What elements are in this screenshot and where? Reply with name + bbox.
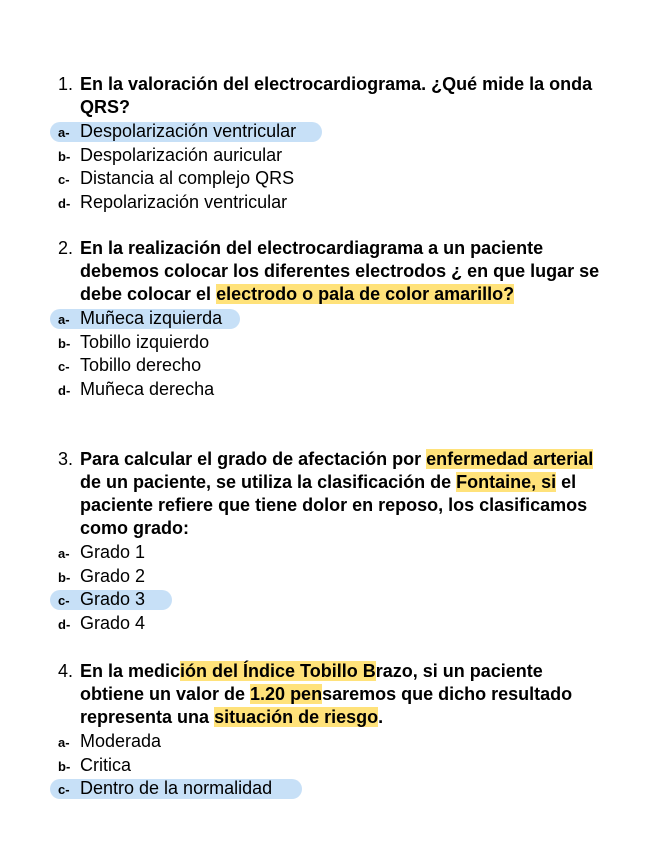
- option-letter: c-: [58, 782, 70, 797]
- option-list: [58, 541, 618, 635]
- question-text-part: .: [378, 707, 384, 727]
- option-a[interactable]: [58, 120, 618, 144]
- question-text: [80, 73, 605, 119]
- option-list: [58, 307, 618, 401]
- highlighted-text: situación de riesgo: [214, 707, 379, 727]
- option-c[interactable]: [58, 167, 618, 191]
- question-4: [58, 660, 618, 801]
- option-letter: b-: [58, 758, 71, 774]
- option-text: Grado 1: [80, 542, 146, 562]
- question-text-part: saremos que dicho resultado representa una: [80, 684, 573, 727]
- option-letter: c-: [58, 593, 70, 608]
- option-a[interactable]: [58, 307, 618, 331]
- option-c[interactable]: [58, 777, 618, 801]
- option-text: Grado 2: [80, 565, 146, 586]
- option-d[interactable]: [58, 191, 618, 215]
- question-header: [58, 660, 618, 729]
- question-text: [80, 237, 605, 306]
- highlighted-text: 1.20 pen: [250, 684, 323, 704]
- question-number: 4.: [58, 661, 74, 681]
- option-b[interactable]: [58, 754, 618, 778]
- option-d[interactable]: [58, 612, 618, 636]
- question-number: 2.: [58, 238, 74, 258]
- option-letter: c-: [58, 359, 70, 374]
- option-text: Distancia al complejo QRS: [80, 168, 295, 188]
- option-text: Muñeca izquierda: [80, 308, 223, 328]
- option-a[interactable]: [58, 541, 618, 565]
- highlighted-text: enfermedad arterial: [426, 449, 594, 469]
- question-text-part: Para calcular el grado de afectación por: [80, 449, 427, 469]
- question-text-part: razo, si un paciente obtiene un valor de: [80, 661, 543, 704]
- option-letter: a-: [58, 312, 70, 327]
- highlighted-text: ión del Índice Tobillo B: [180, 661, 376, 681]
- option-text: Critica: [80, 754, 132, 775]
- question-text-part: En la valoración del electrocardiograma. ¿Qué mide la onda QRS?: [80, 74, 593, 117]
- option-letter: b-: [58, 148, 71, 164]
- option-text: Despolarización ventricular: [80, 121, 297, 141]
- question-text-part: En la realización del electrocardiagrama a un paciente debemos colocar los diferentes electrodos ¿ en que lugar se debe colocar el: [80, 238, 600, 304]
- option-text: Grado 3: [80, 589, 146, 609]
- question-header: [58, 73, 618, 119]
- option-letter: b-: [58, 569, 71, 585]
- option-text: Grado 4: [80, 612, 146, 633]
- option-a[interactable]: [58, 730, 618, 754]
- question-header: [58, 448, 618, 540]
- option-b[interactable]: [58, 331, 618, 355]
- option-b[interactable]: [58, 144, 618, 168]
- option-text: Tobillo izquierdo: [80, 331, 210, 352]
- option-text: Dentro de la normalidad: [80, 778, 273, 798]
- question-text: [80, 448, 605, 540]
- option-letter: a-: [58, 546, 70, 561]
- question-2: [58, 237, 618, 401]
- question-header: [58, 237, 618, 306]
- option-c[interactable]: [58, 354, 618, 378]
- option-c[interactable]: [58, 588, 618, 612]
- option-letter: a-: [58, 125, 70, 140]
- option-text: Despolarización auricular: [80, 144, 283, 165]
- option-letter: c-: [58, 172, 70, 187]
- option-text: Repolarización ventricular: [80, 191, 288, 212]
- highlighted-text: electrodo o pala de color amarillo?: [216, 284, 515, 304]
- option-list: [58, 730, 618, 801]
- question-text-part: el paciente refiere que tiene dolor en reposo, los clasificamos como grado:: [80, 472, 588, 538]
- option-text: Tobillo derecho: [80, 355, 202, 375]
- highlighted-text: Fontaine, si: [456, 472, 557, 492]
- option-letter: d-: [58, 195, 71, 211]
- question-3: [58, 448, 618, 635]
- question-number: 1.: [58, 74, 74, 94]
- question-text-part: de un paciente, se utiliza la clasificación de: [80, 472, 457, 492]
- option-letter: a-: [58, 735, 70, 750]
- option-letter: b-: [58, 335, 71, 351]
- question-text-part: En la medic: [80, 661, 181, 681]
- option-b[interactable]: [58, 565, 618, 589]
- question-1: [58, 73, 618, 214]
- option-letter: d-: [58, 616, 71, 632]
- question-text: [80, 660, 605, 729]
- question-number: 3.: [58, 449, 74, 469]
- option-text: Moderada: [80, 731, 162, 751]
- option-d[interactable]: [58, 378, 618, 402]
- option-text: Muñeca derecha: [80, 378, 215, 399]
- option-letter: d-: [58, 382, 71, 398]
- option-list: [58, 120, 618, 214]
